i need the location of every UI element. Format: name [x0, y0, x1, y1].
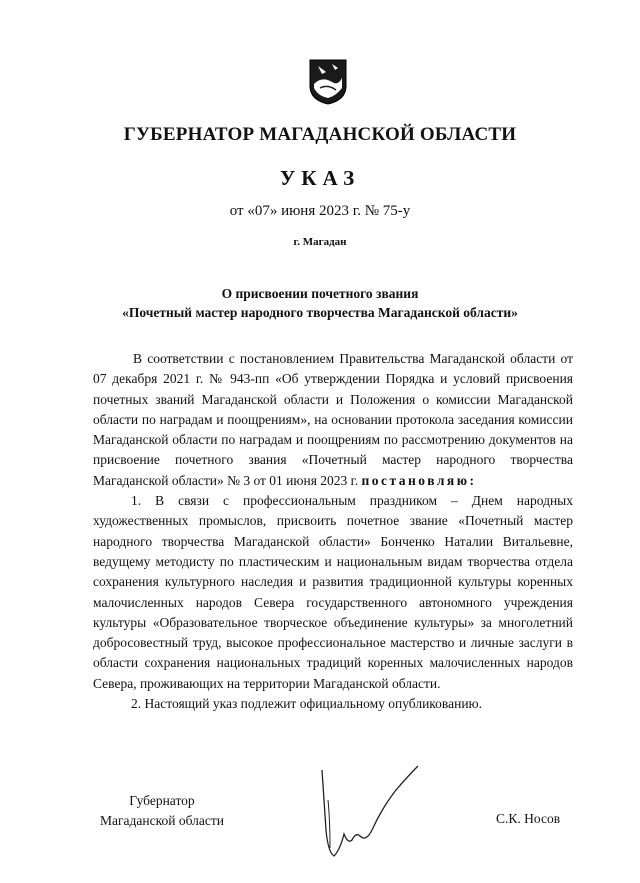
coat-of-arms-icon: [308, 58, 348, 106]
decree-item-2: 2. Настоящий указ подлежит официальному опубликованию.: [131, 696, 483, 712]
signer-position: [100, 791, 224, 831]
title-line-2: «Почетный мастер народного творчества Магаданской области»: [122, 305, 518, 320]
document-type: УКАЗ: [279, 166, 361, 190]
decree-item-1: 1. В связи с профессиональным праздником – Днем народных художественных промыслов, присвоить почетное звание «Почетный мастер народного творчества Магаданской области» Бонченко Наталии Витальевне, ведущему методисту по пластическим и национальным видам творчества отдела сохранения культурного наследия и развития традиционной культуры коренных малочисленных народов Севера государственного автономного учреждения культуры «Образовательное творческое объединение культуры» за многолетний добросовестный труд, высокое профессиональное мастерство и личные заслуги в области сохранения национальных традиций коренных малочисленных народов Севера, проживающих на территории Магаданской области.: [93, 493, 573, 691]
signature-icon: [300, 760, 440, 870]
signer-name: С.К. Носов: [496, 811, 561, 826]
preamble-text: В соответствии с постановлением Правительства Магаданской области от 07 декабря 2021 г. № 943-пп «Об утверждении Порядка и условий присвоения почетных званий Магаданской области и Положения о комиссии Магаданской области по наградам и поощрениям», на основании протокола заседания комиссии Магаданской области по наградам и поощрениям по рассмотрению документов на присвоение почетного звания «Почетный мастер народного творчества Магаданской области» № 3 от 01 июня 2023 г.: [93, 351, 573, 488]
authority-title: ГУБЕРНАТОР МАГАДАНСКОЙ ОБЛАСТИ: [123, 124, 517, 145]
signer-position-line-1: Губернатор: [129, 793, 195, 808]
decree-word: постановляю: [361, 472, 470, 488]
city: г. Магадан: [293, 236, 347, 248]
preamble-paragraph: В соответствии с постановлением Правительства Магаданской области от 07 декабря 2021 г. № 943-пп «Об утверждении Порядка и условий присвоения почетных званий Магаданской области и Положения о комиссии Магаданской области по наградам и поощрениям», на основании протокола заседания комиссии Магаданской области по наградам и поощрениям по рассмотрению документов на присвоение почетного звания «Почетный мастер народного творчества Магаданской области» № 3 от 01 июня 2023 г. постановляю:: [93, 351, 573, 488]
document-title: [60, 284, 580, 322]
title-line-1: О присвоении почетного звания: [221, 286, 419, 301]
signer-position-line-2: Магаданской области: [100, 813, 224, 828]
document-body: [93, 349, 573, 714]
date-and-number: от «07» июня 2023 г. № 75-у: [229, 203, 411, 219]
